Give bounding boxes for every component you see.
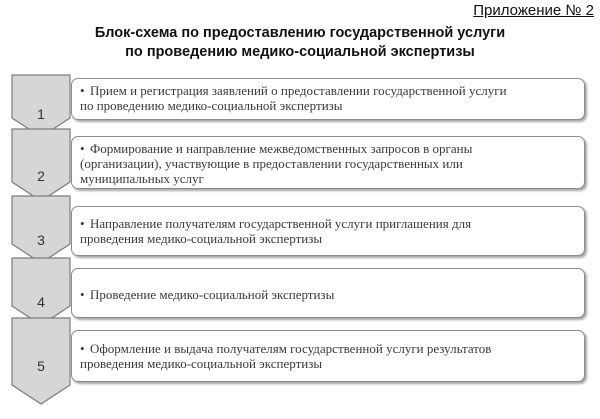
step-number-5: 5: [37, 358, 45, 374]
step-2-line-2: (организации), участвующие в предоставлении государственных или: [80, 156, 463, 171]
step-3-line-1: • Направление получателям государственной услуги приглашения для: [80, 216, 472, 231]
title-line-2: по проведению медико-социальной экспертизы: [125, 44, 475, 60]
bullet-icon: •: [80, 141, 85, 156]
step-1-line-2: по проведению медико-социальной экспертизы: [80, 98, 343, 113]
step-5-line-2: проведения медико-социальной экспертизы: [80, 356, 323, 371]
step-box-3: [71, 206, 585, 256]
step-4-line-1: • Проведение медико-социальной экспертизы: [80, 287, 335, 302]
step-number-3: 3: [37, 232, 45, 248]
step-number-4: 4: [37, 294, 45, 310]
step-number-2: 2: [37, 168, 45, 184]
title-line-1: Блок-схема по предоставлению государственной услуги: [94, 25, 506, 41]
bullet-icon: •: [80, 341, 85, 356]
step-box-1: [71, 78, 585, 120]
step-5-line-1: • Оформление и выдача получателям государственной услуги результатов: [80, 341, 492, 356]
step-3-line-2: проведения медико-социальной экспертизы: [80, 231, 323, 246]
chevron-step-4: [12, 258, 70, 325]
step-1-line-1: • Прием и регистрация заявлений о предоставлении государственной услуги: [80, 83, 507, 98]
chevron-step-2: [12, 129, 70, 201]
step-2-line-1: • Формирование и направление межведомственных запросов в органы: [80, 141, 473, 156]
step-number-1: 1: [37, 106, 45, 122]
chevron-step-3: [12, 196, 70, 263]
step-box-4: [71, 268, 585, 318]
bullet-icon: •: [80, 287, 85, 302]
step-box-5: [71, 330, 585, 382]
bullet-icon: •: [80, 83, 85, 98]
step-box-2: [71, 136, 585, 189]
appendix-label: Приложение № 2: [473, 2, 594, 19]
bullet-icon: •: [80, 216, 85, 231]
step-2-line-3: муниципальных услуг: [80, 171, 204, 186]
